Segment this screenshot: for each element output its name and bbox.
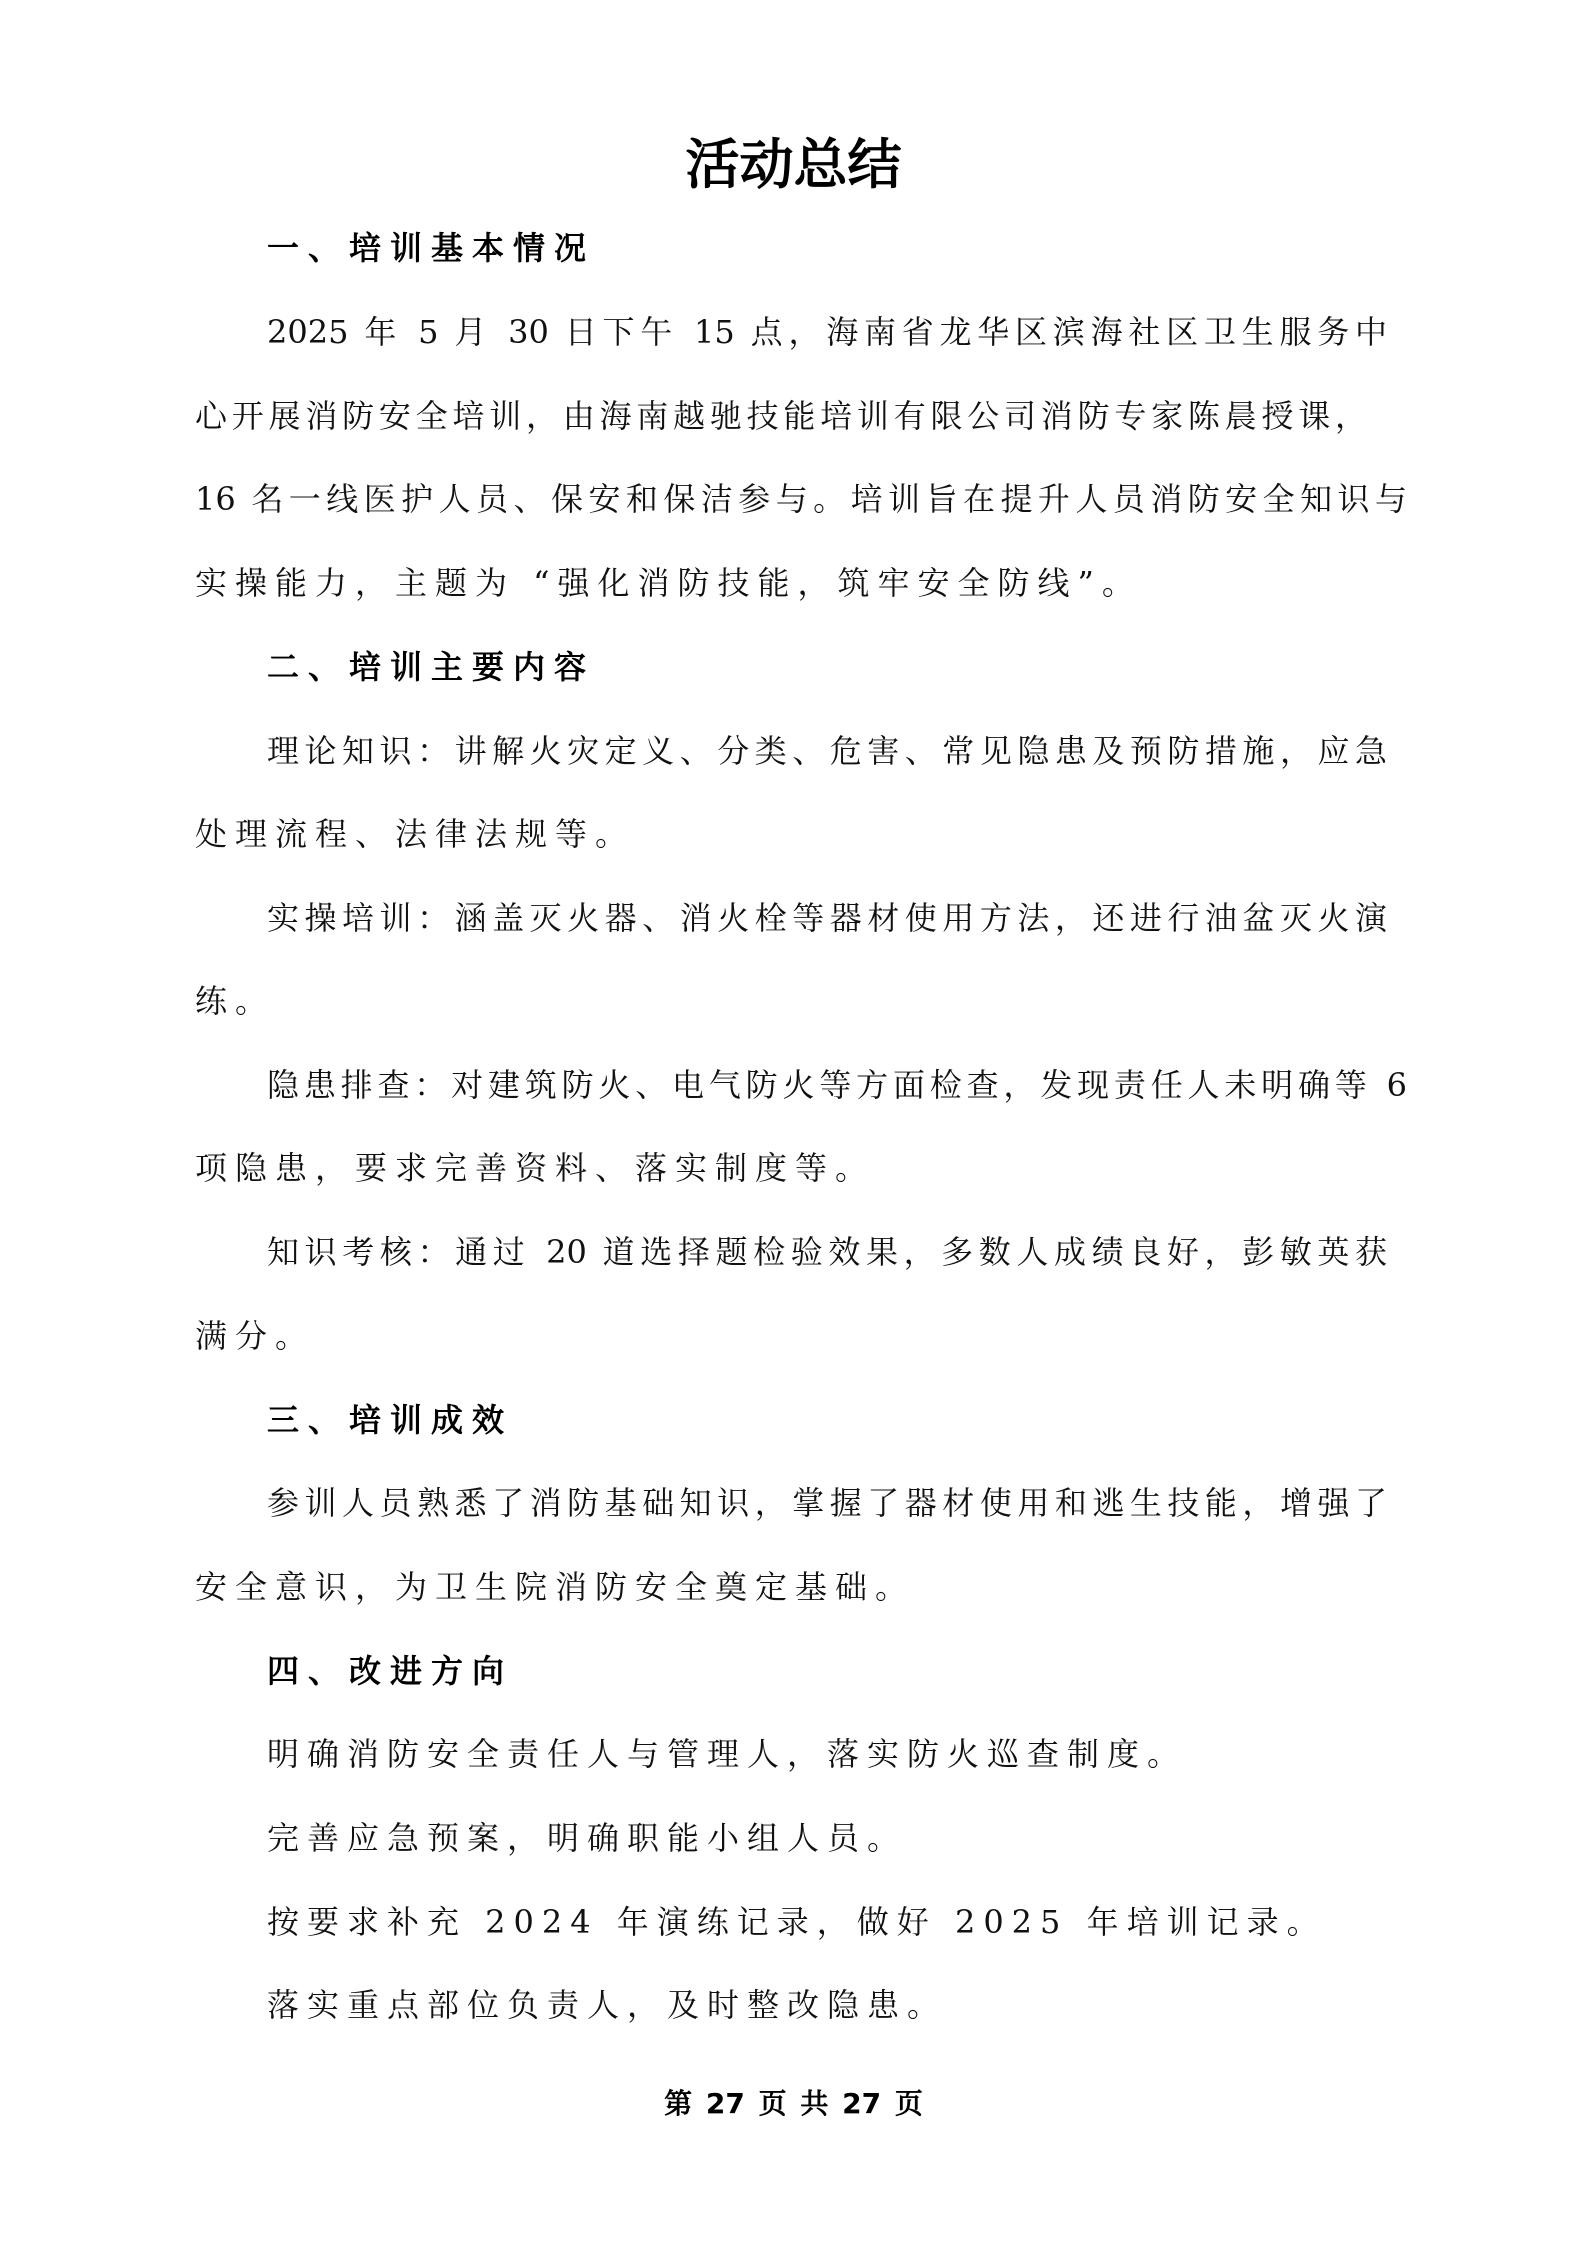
- page-number-footer: 第 27 页 共 27 页: [664, 2087, 923, 2120]
- paragraph-line: 2025 年 5 月 30 日下午 15 点，海南省龙华区滨海社区卫生服务中: [267, 313, 1387, 351]
- list-item: 落实重点部位负责人，及时整改隐患。: [267, 1986, 948, 2024]
- paragraph-line: 16 名一线医护人员、保安和保洁参与。培训旨在提升人员消防安全知识与: [195, 480, 1407, 518]
- paragraph-line: 实操培训：涵盖灭火器、消火栓等器材使用方法，还进行油盆灭火演: [267, 899, 1387, 937]
- list-item: 明确消防安全责任人与管理人，落实防火巡查制度。: [267, 1735, 1188, 1773]
- section-heading-4: 四、改进方向: [267, 1652, 514, 1690]
- paragraph-line: 项隐患，要求完善资料、落实制度等。: [195, 1149, 876, 1187]
- paragraph-line: 知识考核：通过 20 道选择题检验效果，多数人成绩良好，彭敏英获: [267, 1233, 1387, 1271]
- paragraph-line: 处理流程、法律法规等。: [195, 815, 636, 853]
- paragraph-line: 实操能力，主题为 “强化消防技能，筑牢安全防线”。: [195, 564, 1142, 602]
- list-item: 按要求补充 2024 年演练记录，做好 2025 年培训记录。: [267, 1903, 1327, 1941]
- section-heading-3: 三、培训成效: [267, 1401, 514, 1439]
- paragraph-line: 满分。: [195, 1317, 316, 1355]
- paragraph-line: 参训人员熟悉了消防基础知识，掌握了器材使用和逃生技能，增强了: [267, 1484, 1387, 1522]
- section-heading-1: 一、培训基本情况: [267, 229, 596, 267]
- paragraph-line: 练。: [195, 982, 276, 1020]
- paragraph-line: 理论知识：讲解火灾定义、分类、危害、常见隐患及预防措施，应急: [267, 732, 1387, 770]
- paragraph-line: 安全意识，为卫生院消防安全奠定基础。: [195, 1568, 916, 1606]
- document-title: 活动总结: [685, 133, 902, 196]
- paragraph-line: 隐患排查：对建筑防火、电气防火等方面检查，发现责任人未明确等 6: [267, 1066, 1407, 1104]
- section-heading-2: 二、培训主要内容: [267, 648, 596, 686]
- list-item: 完善应急预案，明确职能小组人员。: [267, 1819, 908, 1857]
- paragraph-line: 心开展消防安全培训，由海南越驰技能培训有限公司消防专家陈晨授课，: [195, 397, 1367, 435]
